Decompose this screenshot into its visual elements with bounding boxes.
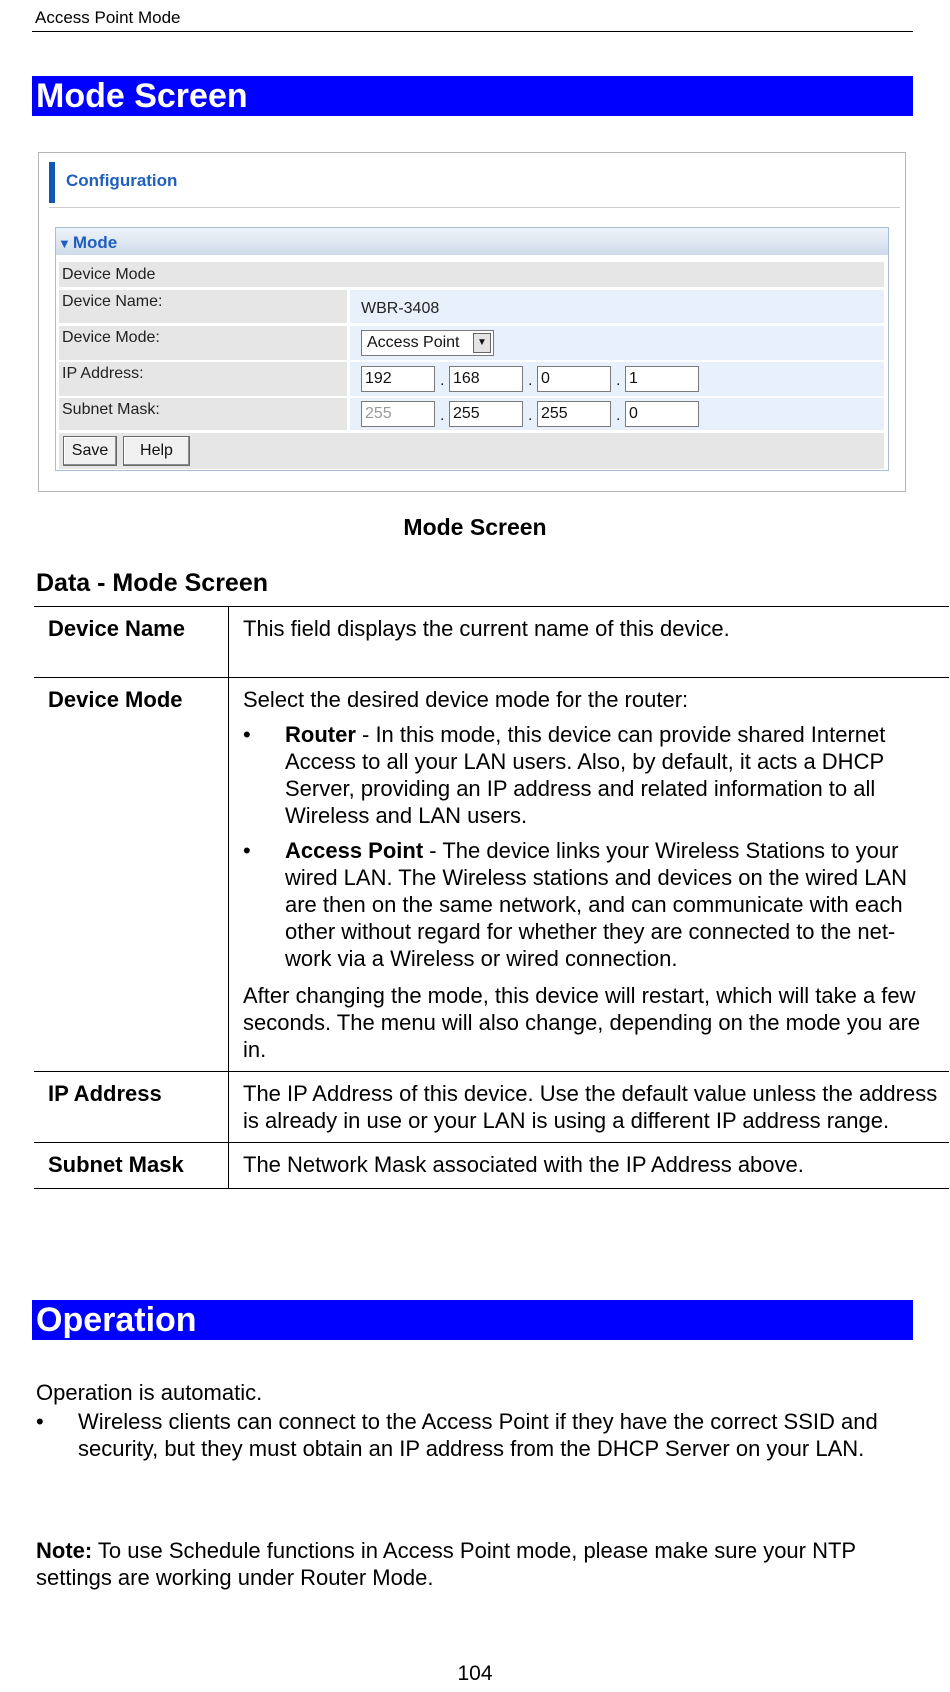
table-row (34, 678, 949, 1072)
config-accent-bar (49, 162, 55, 203)
collapse-triangle-icon: ▼ (58, 236, 71, 251)
device-mode-after: After changing the mode, this device will restart, which will take a few seconds. The menu will also change, depending on the mode you are in. (243, 983, 921, 1062)
save-button[interactable]: Save (63, 436, 117, 466)
table-row (34, 1143, 949, 1189)
operation-intro: Operation is automatic. (36, 1380, 263, 1405)
ip-separator-1: . (440, 372, 445, 389)
note (36, 1537, 916, 1591)
device-mode-options (243, 721, 941, 972)
table-row (34, 1072, 949, 1143)
running-header: Access Point Mode (35, 8, 181, 27)
subnet-octet-1-input[interactable] (361, 401, 435, 427)
figure-caption: Mode Screen (403, 514, 547, 540)
device-name-value: WBR-3408 (361, 300, 440, 317)
desc-subnet-mask: The Network Mask associated with the IP Address above. (229, 1143, 950, 1189)
config-title: Configuration (66, 171, 178, 190)
subnet-separator-2: . (528, 407, 533, 424)
ip-octet-1-input[interactable] (361, 366, 435, 392)
mode-panel-title[interactable] (58, 233, 117, 253)
router-desc: - In this mode, this device can provide shared Internet Access to all your LAN users. Also, by default, it acts a DHCP Server, providing an IP address and related information to all Wireless and LAN users. (285, 722, 886, 828)
header-rule (32, 31, 913, 32)
subnet-mask-label: Subnet Mask: (62, 401, 160, 418)
device-mode-select[interactable] (361, 330, 494, 356)
config-divider (49, 207, 900, 208)
mode-panel-title-text: Mode (72, 233, 118, 252)
operation-bullet-text: Wireless clients can connect to the Access Point if they have the correct SSID and security, but they must obtain an IP address from the DHCP Server on your LAN. (78, 1409, 878, 1461)
term-subnet-mask: Subnet Mask (34, 1143, 229, 1189)
desc-device-name-text: This field displays the current name of this device. (243, 616, 730, 641)
list-item (243, 721, 941, 829)
subnet-octet-3-input[interactable] (537, 401, 611, 427)
table-row (34, 607, 949, 678)
section-title-mode-screen: Mode Screen (32, 76, 913, 116)
data-table-heading: Data - Mode Screen (36, 569, 269, 597)
ip-octet-4-input[interactable] (625, 366, 699, 392)
dropdown-arrow-icon[interactable]: ▼ (473, 333, 491, 353)
bullet-icon: • (36, 1409, 44, 1434)
ap-term: Access Point (285, 838, 424, 863)
router-term: Router (285, 722, 356, 747)
bullet-icon: • (243, 722, 251, 747)
term-device-name: Device Name (34, 607, 229, 678)
list-item (243, 837, 941, 972)
desc-ip-address: The IP Address of this device. Use the default value unless the address is already in use or your LAN is using a different IP address range. (229, 1072, 950, 1143)
ip-octet-2-input[interactable] (449, 366, 523, 392)
group-row (59, 262, 884, 287)
device-mode-select-value: Access Point (367, 334, 460, 351)
data-table (34, 606, 949, 1189)
operation-list (36, 1408, 916, 1462)
mode-panel-header[interactable] (56, 228, 888, 255)
device-mode-label: Device Mode: (62, 329, 160, 346)
row-spacer (243, 642, 941, 669)
note-text: To use Schedule functions in Access Point mode, please make sure your NTP settings are working under Router Mode. (36, 1538, 856, 1590)
subnet-separator-1: . (440, 407, 445, 424)
term-ip-address: IP Address (34, 1072, 229, 1143)
ip-octet-3-input[interactable] (537, 366, 611, 392)
subnet-octet-2-input[interactable] (449, 401, 523, 427)
term-device-mode: Device Mode (34, 678, 229, 1072)
note-label: Note: (36, 1538, 93, 1563)
group-label: Device Mode (62, 266, 156, 283)
page-number: 104 (457, 1662, 493, 1685)
ap-desc: - The device links your Wireless Stations to your wired LAN. The Wireless stations and devices on the wired LAN are then on the same network, and can communicate with each other without regard for whether they are connected to the net-work via a Wireless or wired connection. (285, 838, 907, 971)
help-button[interactable]: Help (123, 436, 190, 466)
subnet-separator-3: . (616, 407, 621, 424)
desc-device-mode (229, 678, 950, 1072)
section-title-operation: Operation (32, 1300, 913, 1340)
ip-address-label: IP Address: (62, 365, 144, 382)
desc-device-name (229, 607, 950, 678)
bullet-icon: • (243, 838, 251, 863)
ip-separator-3: . (616, 372, 621, 389)
device-name-label: Device Name: (62, 293, 163, 310)
subnet-octet-4-input[interactable] (625, 401, 699, 427)
ip-separator-2: . (528, 372, 533, 389)
device-mode-intro: Select the desired device mode for the router: (243, 687, 689, 712)
